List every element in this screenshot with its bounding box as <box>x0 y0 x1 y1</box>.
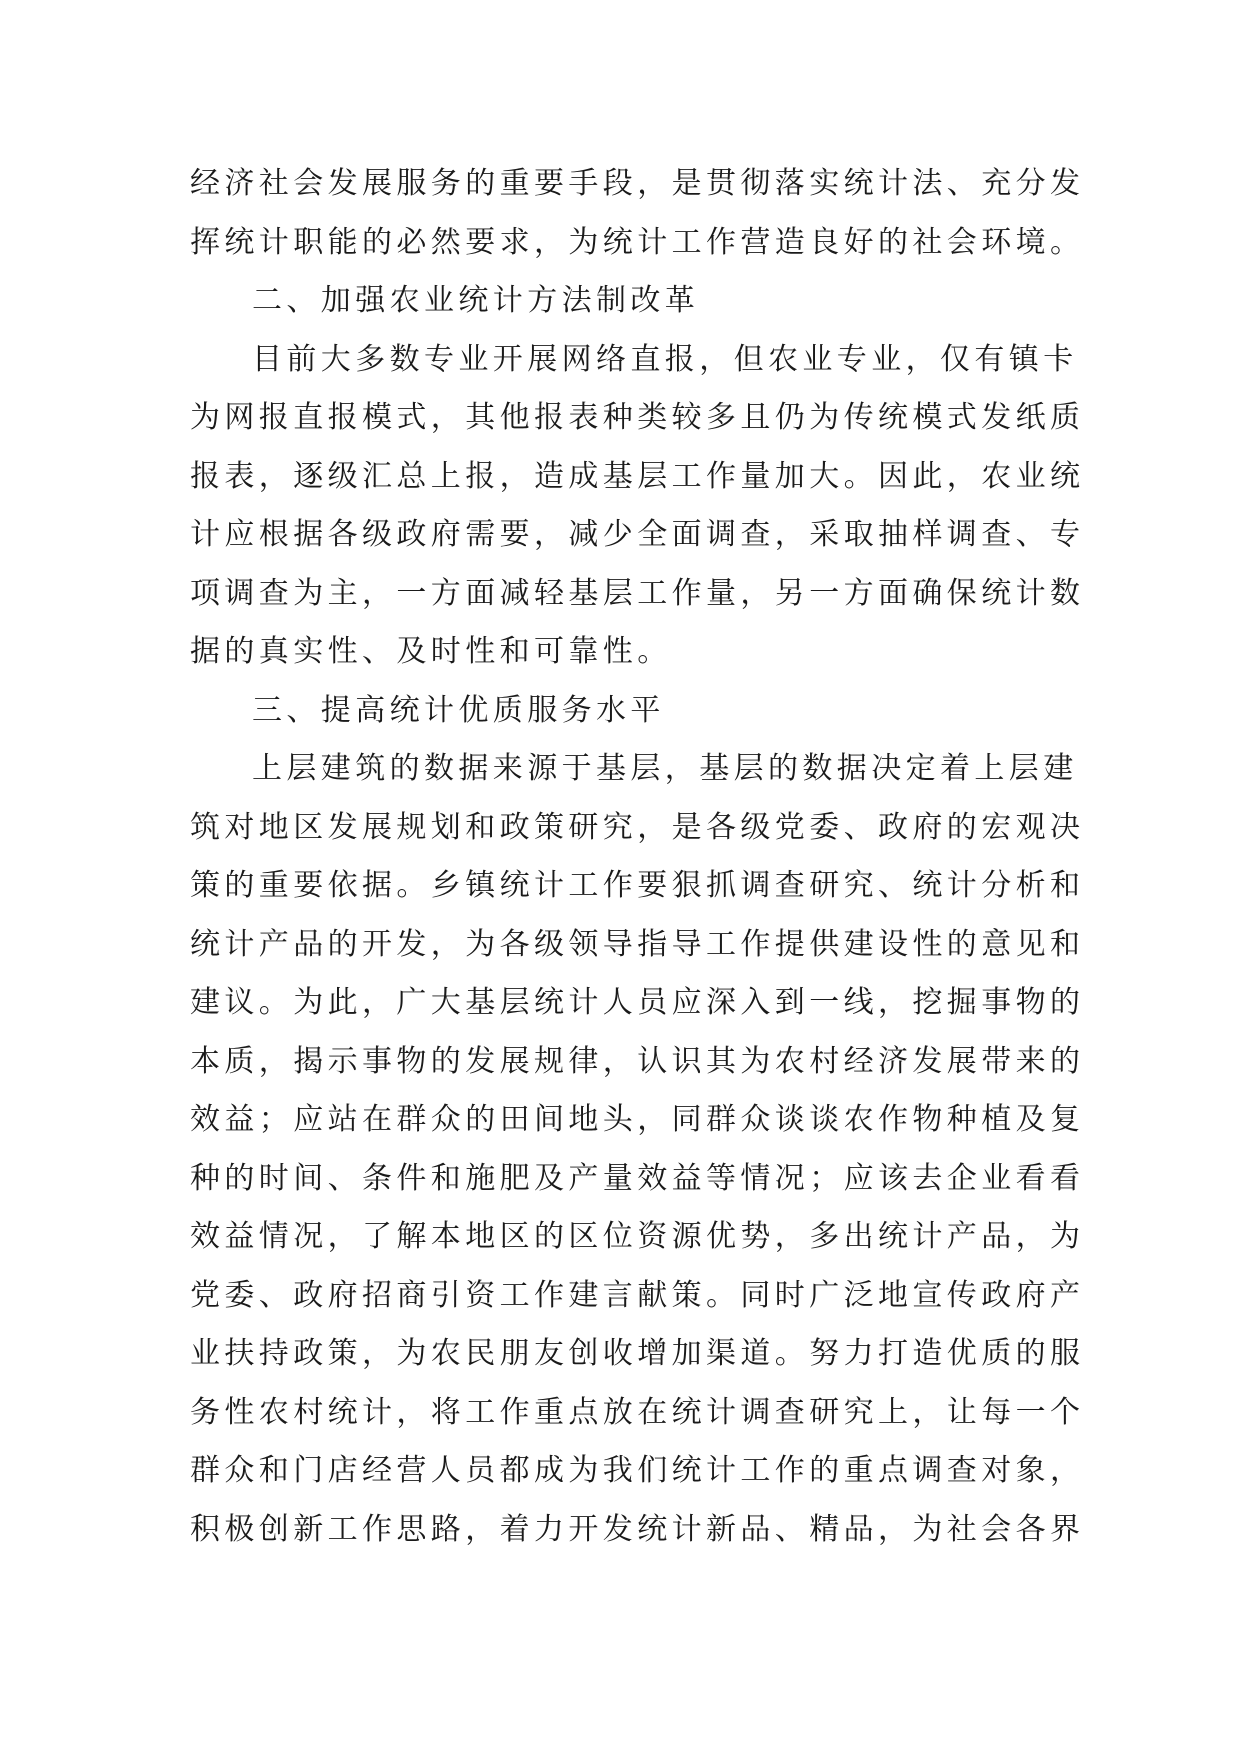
section-heading: 二、加强农业统计方法制改革 <box>252 283 700 318</box>
text-line: 上层建筑的数据来源于基层，基层的数据决定着上层建 <box>252 751 1078 786</box>
text-line: 务性农村统计，将工作重点放在统计调查研究上，让每一个 <box>190 1394 1085 1430</box>
text-line: 积极创新工作思路，着力开发统计新品、精品，为社会各界 <box>190 1511 1085 1547</box>
text-line: 种的时间、条件和施肥及产量效益等情况；应该去企业看看 <box>190 1160 1085 1196</box>
text-line: 群众和门店经营人员都成为我们统计工作的重点调查对象， <box>190 1453 1085 1488</box>
text-line: 筑对地区发展规划和政策研究，是各级党委、政府的宏观决 <box>190 809 1085 845</box>
text-line: 统计产品的开发，为各级领导指导工作提供建设性的意见和 <box>190 926 1085 962</box>
text-line: 挥统计职能的必然要求，为统计工作营造良好的社会环境。 <box>190 224 1085 260</box>
text-line: 目前大多数专业开展网络直报，但农业专业，仅有镇卡 <box>252 341 1078 377</box>
text-line: 业扶持政策，为农民朋友创收增加渠道。努力打造优质的服 <box>190 1336 1085 1371</box>
text-line: 据的真实性、及时性和可靠性。 <box>190 634 672 669</box>
text-line: 效益情况，了解本地区的区位资源优势，多出统计产品，为 <box>190 1219 1085 1254</box>
section-heading: 三、提高统计优质服务水平 <box>252 692 665 728</box>
text-line: 为网报直报模式，其他报表种类较多且仍为传统模式发纸质 <box>190 400 1085 435</box>
text-line: 本质，揭示事物的发展规律，认识其为农村经济发展带来的 <box>190 1043 1085 1079</box>
text-line: 报表，逐级汇总上报，造成基层工作量加大。因此，农业统 <box>190 458 1085 494</box>
text-line: 项调查为主，一方面减轻基层工作量，另一方面确保统计数 <box>190 575 1085 611</box>
text-line: 党委、政府招商引资工作建言献策。同时广泛地宣传政府产 <box>190 1277 1085 1313</box>
text-line: 经济社会发展服务的重要手段，是贯彻落实统计法、充分发 <box>190 166 1085 201</box>
text-line: 效益；应站在群众的田间地头，同群众谈谈农作物种植及复 <box>190 1102 1085 1137</box>
body-text <box>190 155 1085 1559</box>
text-line: 计应根据各级政府需要，减少全面调查，采取抽样调查、专 <box>190 517 1085 552</box>
text-line: 策的重要依据。乡镇统计工作要狠抓调查研究、统计分析和 <box>190 868 1085 903</box>
text-line: 建议。为此，广大基层统计人员应深入到一线，挖掘事物的 <box>190 985 1085 1020</box>
